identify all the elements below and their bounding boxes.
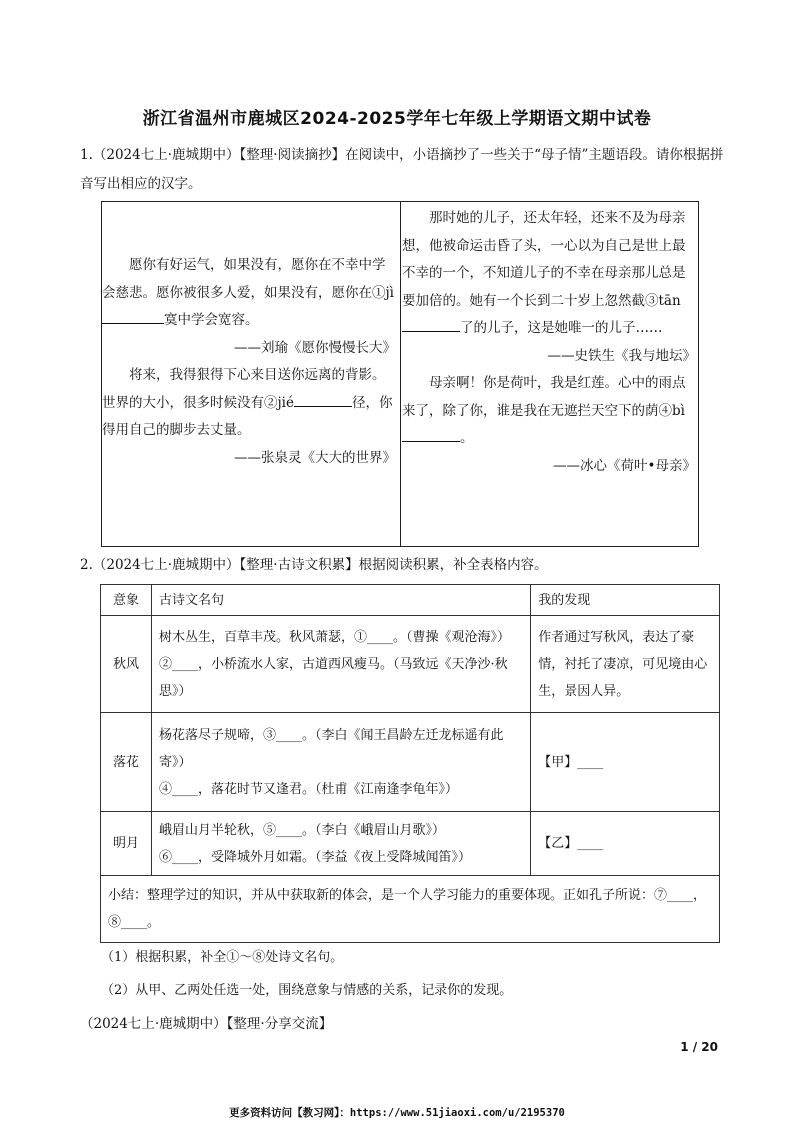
question-2-prompt: 2.（2024七上·鹿城期中）【整理·古诗文积累】根据阅读积累，补全表格内容。: [80, 557, 548, 573]
excerpt-text: 了的儿子，这是她唯一的儿子……: [460, 320, 663, 336]
table-row: [101, 616, 720, 713]
excerpt-text: 愿你有好运气，如果没有，愿你在不幸中学会慈悲。愿你被很多人爱，如果没有，愿你在①jì: [102, 257, 395, 301]
table-header-row: [101, 585, 720, 616]
excerpt-left-column: [102, 252, 398, 472]
summary-cell: 小结：整理学过的知识，并从中获取新的体会，是一个人学习能力的重要体现。正如孔子所说：⑦____，⑧____。: [101, 876, 720, 943]
poem-line: 杨花落尽子规啼，③____。（李白《闻王昌龄左迁龙标遥有此寄》）: [158, 727, 504, 770]
excerpt-text: 径，你得用自己的脚步去丈量。: [102, 394, 393, 438]
image-cell: 明月: [101, 812, 152, 876]
excerpt-paragraph: [402, 205, 698, 343]
header-cell: 意象: [101, 585, 152, 616]
excerpt-text: 将来，我得狠得下心来目送你远离的背影。世界的大小，很多时候没有②jié: [102, 367, 386, 411]
answer-blank-1[interactable]: [102, 309, 164, 324]
excerpt-paragraph: [102, 362, 398, 445]
summary-row: [101, 876, 720, 943]
table-row: [101, 812, 720, 876]
excerpt-text: 母亲啊！你是荷叶，我是红莲。心中的雨点来了，除了你，谁是我在无遮拦天空下的荫④bì: [402, 375, 686, 419]
image-cell: 落花: [101, 713, 152, 812]
excerpt-paragraph: [402, 370, 698, 453]
poetry-table: [100, 584, 720, 943]
poem-line: ⑥____，受降城外月如霜。（李益《夜上受降城闻笛》）: [158, 849, 471, 865]
excerpt-text: 那时她的儿子，还太年轻，还来不及为母亲想，他被命运击昏了头，一心以为自己是世上最不幸的一个，不知道儿子的不幸在母亲那儿总是要加倍的。她有一个长到二十岁上忽然截③tān: [402, 210, 686, 309]
excerpt-source: ——张泉灵《大大的世界》: [234, 449, 396, 466]
sub-question-1: （1）根据积累，补全①～⑧处诗文名句。: [101, 950, 344, 965]
table-row: [101, 713, 720, 812]
question-3-header: （2024七上·鹿城期中）【整理·分享交流】: [80, 1016, 333, 1032]
page-number: 1 / 20: [680, 1040, 718, 1054]
finding-cell: 作者通过写秋风，表达了豪情，衬托了凄凉，可见境由心生，景因人异。: [531, 616, 720, 713]
header-cell: 古诗文名句: [151, 585, 530, 616]
excerpt-text: 寞中学会宽容。: [164, 312, 259, 328]
excerpt-text: 。: [460, 430, 474, 446]
image-cell: 秋风: [101, 616, 152, 713]
excerpt-source: ——史铁生《我与地坛》: [547, 347, 696, 364]
excerpt-source: ——刘瑜《愿你慢慢长大》: [234, 339, 396, 356]
question-1-prompt: 1.（2024七上·鹿城期中）【整理·阅读摘抄】在阅读中，小语摘抄了一些关于“母子情”主题语段。请你根据拼音写出相应的汉字。: [80, 147, 724, 192]
answer-blank-2[interactable]: [294, 392, 352, 407]
excerpt-box: [101, 201, 699, 547]
poem-line: 峨眉山月半轮秋，⑤____。（李白《峨眉山月歌》）: [158, 822, 445, 838]
poem-line: ②____，小桥流水人家，古道西风瘦马。（马致远《天净沙·秋思》）: [158, 656, 508, 699]
lines-cell: [151, 616, 530, 713]
excerpt-paragraph: [102, 252, 398, 335]
finding-cell[interactable]: 【乙】____: [531, 812, 720, 876]
footer-link[interactable]: 更多资料访问【教习网】：https://www.51jiaoxi.com/u/2195370: [229, 1107, 565, 1119]
excerpt-source: ——冰心《荷叶•母亲》: [553, 457, 696, 474]
poem-line: ④____，落花时节又逢君。（杜甫《江南逢李龟年》）: [158, 781, 458, 797]
sub-question-2: （2）从甲、乙两处任选一处，围绕意象与情感的关系，记录你的发现。: [101, 983, 513, 998]
document-title: 浙江省温州市鹿城区2024-2025学年七年级上学期语文期中试卷: [142, 109, 652, 129]
poem-line: 树木丛生，百草丰茂。秋风萧瑟，①____。（曹操《观沧海》）: [158, 629, 510, 645]
header-cell: 我的发现: [531, 585, 720, 616]
finding-cell[interactable]: 【甲】____: [531, 713, 720, 812]
answer-blank-3[interactable]: [402, 317, 460, 332]
lines-cell: [151, 713, 530, 812]
answer-blank-4[interactable]: [402, 427, 460, 442]
box-divider: [400, 202, 401, 546]
excerpt-right-column: [402, 205, 698, 480]
lines-cell: [151, 812, 530, 876]
